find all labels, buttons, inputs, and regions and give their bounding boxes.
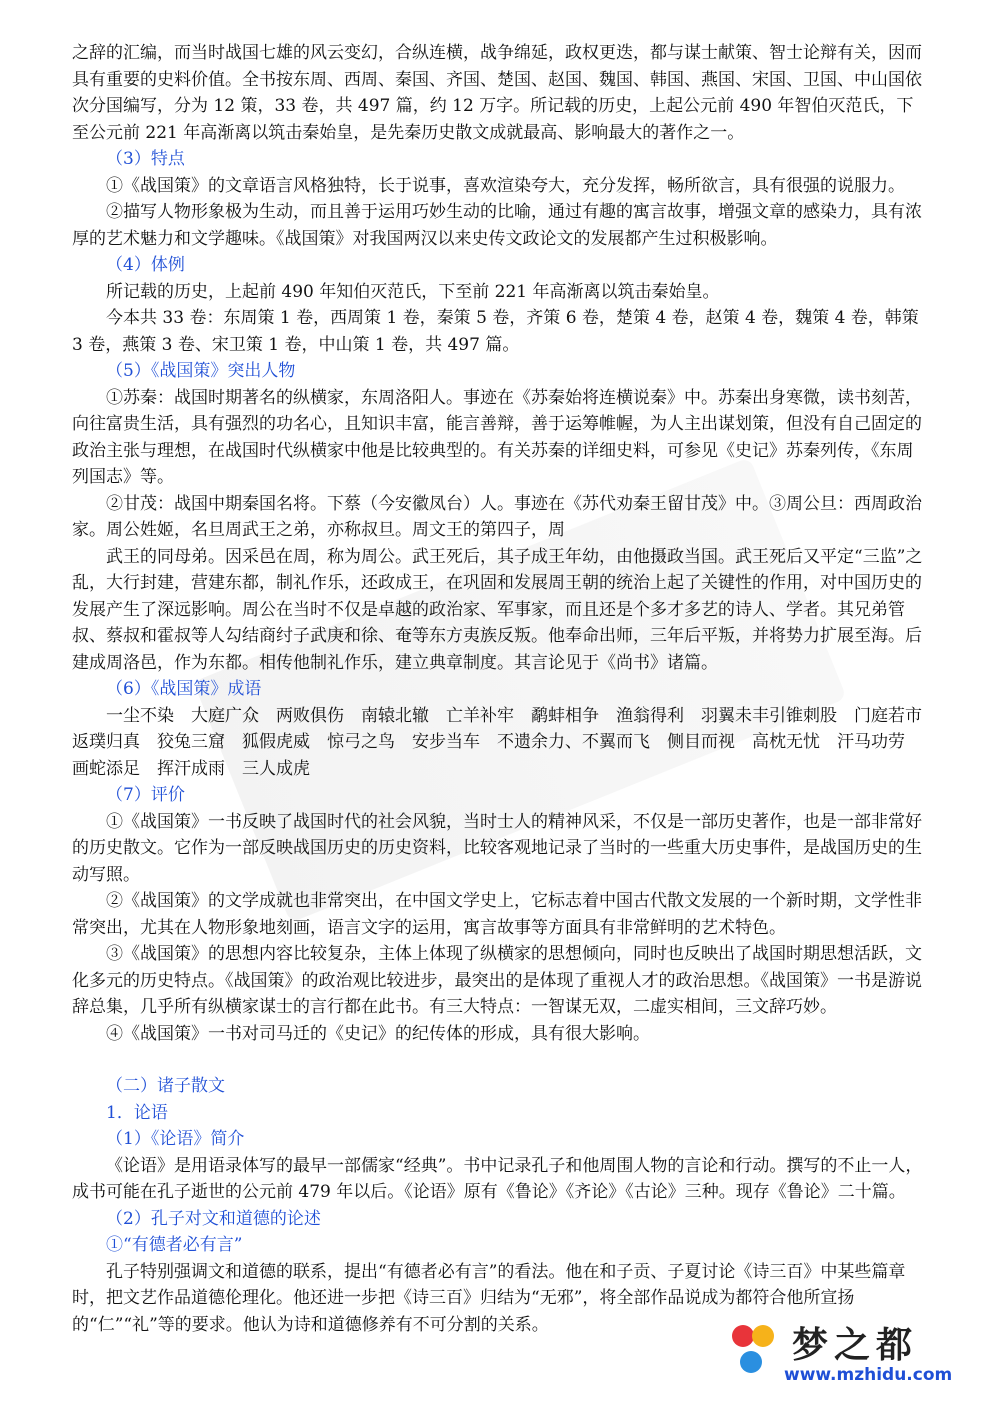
logo-icon bbox=[732, 1325, 772, 1381]
section-heading: （2）孔子对文和道德的论述 bbox=[106, 1208, 321, 1229]
body-paragraph: ①《战国策》的文章语言风格独特，长于说事，喜欢渲染夸大，充分发挥，畅所欲言，具有很强的说服力。 bbox=[106, 175, 905, 196]
section-heading: 1．论语 bbox=[106, 1102, 168, 1123]
body-paragraph: 孔子特别强调文和道德的联系，提出“有德者必有言”的看法。他在和子贡、子夏讨论《诗三百》中某些篇章时，把文艺作品道德伦理化。他还进一步把《诗三百》归结为“无邪”，将全部作品说成为都符合他所宣扬的“仁”“礼”等的要求。他认为诗和道德修养有不可分割的关系。 bbox=[72, 1261, 906, 1335]
body-paragraph: 所记载的历史，上起前 490 年知伯灭范氏，下至前 221 年高渐离以筑击秦始皇。 bbox=[106, 281, 720, 302]
section-heading: （1）《论语》简介 bbox=[106, 1129, 245, 1149]
section-heading: （二）诸子散文 bbox=[106, 1076, 225, 1096]
section-heading: （7）评价 bbox=[106, 785, 185, 805]
logo-url[interactable]: www.mzhidu.com bbox=[784, 1365, 953, 1385]
body-paragraph: ②甘茂：战国中期秦国名将。下蔡（今安徽凤台）人。事迹在《苏代劝秦王留甘茂》中。③周公旦：西周政治家。周公姓姬，名旦周武王之弟，亦称叔旦。周文王的第四子，周 bbox=[72, 493, 922, 540]
section-heading: （6）《战国策》成语 bbox=[106, 679, 262, 699]
body-paragraph: ②描写人物形象极为生动，而且善于运用巧妙生动的比喻，通过有趣的寓言故事，增强文章的感染力，具有浓厚的艺术魅力和文学趣味。《战国策》对我国两汉以来史传文政论文的发展都产生过积极影响。 bbox=[72, 202, 922, 249]
body-paragraph: 今本共 33 卷：东周策 1 卷，西周策 1 卷，秦策 5 卷，齐策 6 卷，楚策 4 卷，赵策 4 卷，魏策 4 卷，韩策 3 卷，燕策 3 卷、宋卫策 1 卷，中山策 1 卷，共 497 篇。 bbox=[72, 308, 919, 355]
section-heading: （4）体例 bbox=[106, 255, 185, 275]
logo-text: 梦之都 bbox=[792, 1325, 919, 1366]
idiom-list: 一尘不染 大庭广众 两败俱伤 南辕北辙 亡羊补牢 鹬蚌相争 渔翁得利 羽翼未丰引锥刺股 门庭若市 返璞归真 狡兔三窟 狐假虎威 惊弓之鸟 安步当车 不遗余力、不翼而飞 侧目而视 高枕无忧 汗马功劳 画蛇添足 挥汗成雨 三人成虎 bbox=[72, 705, 939, 779]
section-heading: （5）《战国策》突出人物 bbox=[106, 361, 296, 381]
body-paragraph: ④《战国策》一书对司马迁的《史记》的纪传体的形成，具有很大影响。 bbox=[106, 1023, 650, 1044]
section-heading: ①“有德者必有言” bbox=[106, 1235, 243, 1255]
section-heading: （3）特点 bbox=[106, 149, 185, 169]
body-paragraph: 《论语》是用语录体写的最早一部儒家“经典”。书中记录孔子和他周围人物的言论和行动。撰写的不止一人，成书可能在孔子逝世的公元前 479 年以后。《论语》原有《鲁论》《齐论》《古论》三种。现存《鲁论》二十篇。 bbox=[72, 1155, 923, 1202]
body-paragraph: 之辞的汇编，而当时战国七雄的风云变幻，合纵连横，战争绵延，政权更迭，都与谋士献策、智士论辩有关，因而具有重要的史料价值。全书按东周、西周、秦国、齐国、楚国、赵国、魏国、韩国、燕国、宋国、卫国、中山国依次分国编写，分为 12 策，33 卷，共 497 篇，约 12 万字。所记载的历史，上起公元前 490 年智伯灭范氏，下至公元前 221 年高渐离以筑击秦始皇，是先秦历史散文成就最高、影响最大的著作之一。 bbox=[72, 43, 922, 143]
body-paragraph: ③《战国策》的思想内容比较复杂，主体上体现了纵横家的思想倾向，同时也反映出了战国时期思想活跃，文化多元的历史特点。《战国策》的政治观比较进步，最突出的是体现了重视人才的政治思想。《战国策》一书是游说辞总集，几乎所有纵横家谋士的言行都在此书。有三大特点：一智谋无双，二虚实相间，三文辞巧妙。 bbox=[72, 944, 922, 1017]
body-paragraph: ①《战国策》一书反映了战国时代的社会风貌，当时士人的精神风采，不仅是一部历史著作，也是一部非常好的历史散文。它作为一部反映战国历史的历史资料，比较客观地记录了当时的一些重大历史事件，是战国历史的生动写照。 bbox=[72, 811, 922, 885]
body-paragraph: ①苏秦：战国时期著名的纵横家，东周洛阳人。事迹在《苏秦始将连横说秦》中。苏秦出身寒微，读书刻苦，向往富贵生活，具有强烈的功名心，且知识丰富，能言善辩，善于运筹帷幄，为人主出谋划策，但没有自己固定的政治主张与理想，在战国时代纵横家中他是比较典型的。有关苏秦的详细史料，可参见《史记》苏秦列传，《东周列国志》等。 bbox=[72, 387, 922, 487]
document-body bbox=[72, 40, 939, 1338]
section-gap bbox=[72, 1047, 930, 1073]
body-paragraph: 武王的同母弟。因采邑在周，称为周公。武王死后，其子成王年幼，由他摄政当国。武王死后又平定“三监”之乱，大行封建，营建东都，制礼作乐，还政成王，在巩固和发展周王朝的统治上起了关键性的作用，对中国历史的发展产生了深远影响。周公在当时不仅是卓越的政治家、军事家，而且还是个多才多艺的诗人、学者。其兄弟管叔、蔡叔和霍叔等人勾结商纣子武庚和徐、奄等东方夷族反叛。他奉命出师，三年后平叛，并将势力扩展至海。后建成周洛邑，作为东都。相传他制礼作乐，建立典章制度。其言论见于《尚书》诸篇。 bbox=[72, 546, 923, 673]
logo-dot-yellow bbox=[752, 1325, 774, 1347]
logo-dot-red bbox=[732, 1325, 754, 1347]
body-paragraph: ②《战国策》的文学成就也非常突出，在中国文学史上，它标志着中国古代散文发展的一个新时期，文学性非常突出，尤其在人物形象地刻画，语言文字的运用，寓言故事等方面具有非常鲜明的艺术特色。 bbox=[72, 891, 922, 938]
logo-dot-blue bbox=[740, 1351, 762, 1373]
site-logo[interactable] bbox=[732, 1317, 953, 1389]
